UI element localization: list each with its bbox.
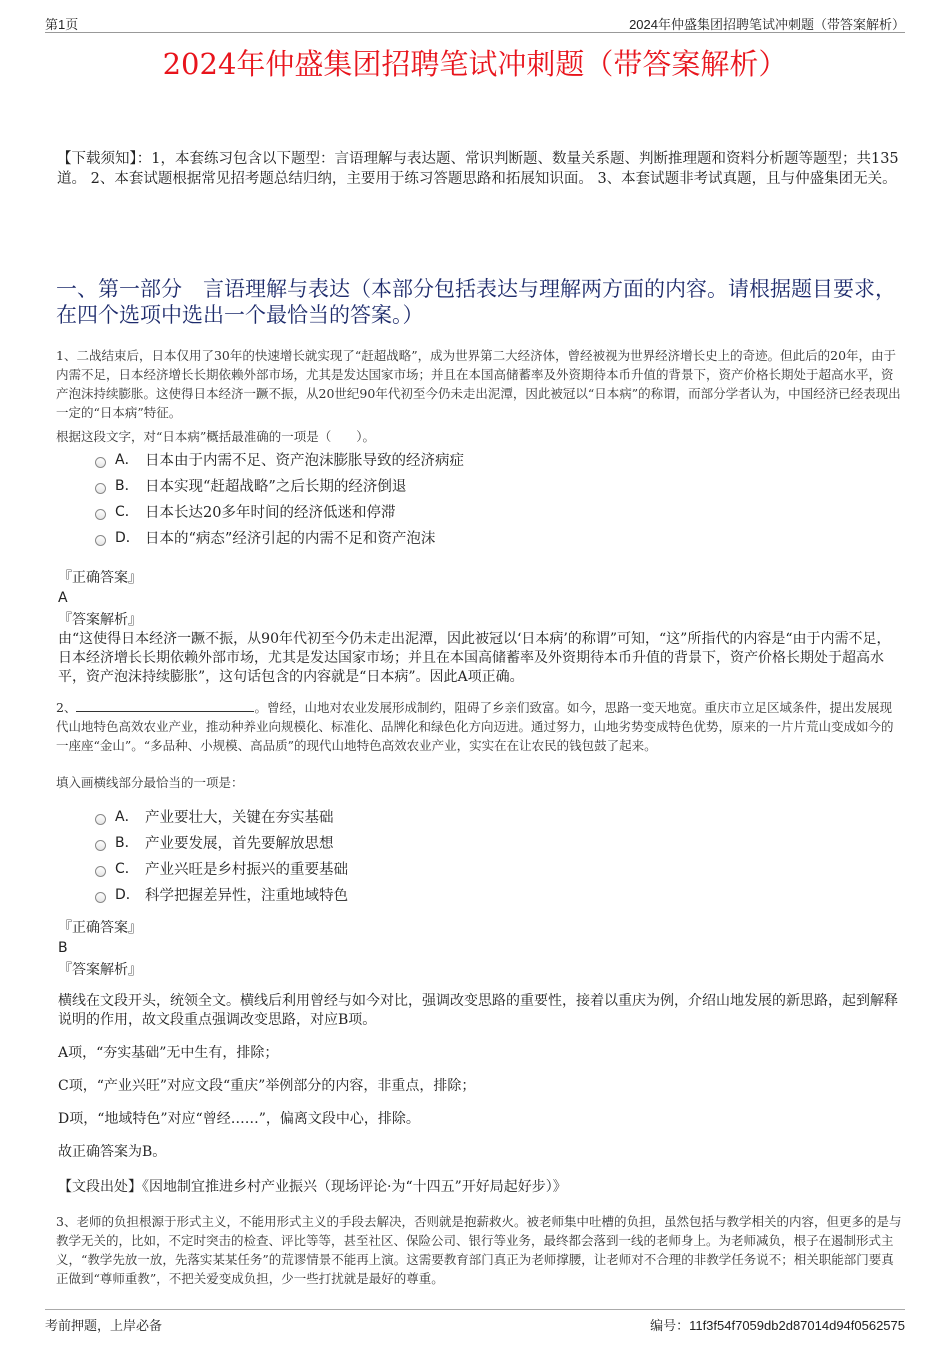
radio-icon[interactable]: [95, 840, 106, 851]
analysis-text: 横线在文段开头，统领全文。横线后利用曾经与如今对比，强调改变思路的重要性，接着以重庆为例，介绍山地发展的新思路，起到解释说明的作用，故文段重点强调改变思路，对应B项。: [58, 993, 898, 1028]
question-2-options: [95, 803, 348, 907]
question-1-answer-block: [58, 568, 902, 687]
question-2-option-d[interactable]: D． 科学把握差异性，注重地域特色: [95, 881, 348, 907]
question-2-option-b[interactable]: B． 产业要发展，首先要解放思想: [95, 829, 348, 855]
header-doc-title: 2024年仲盛集团招聘笔试冲刺题（带答案解析）: [629, 17, 905, 32]
correct-answer: B: [58, 940, 68, 956]
correct-answer-label: 『正确答案』: [58, 920, 142, 936]
question-2-prompt: 填入画横线部分最恰当的一项是：: [56, 775, 244, 790]
radio-icon[interactable]: [95, 483, 106, 494]
question-1-option-a[interactable]: A． 日本由于内需不足、资产泡沫膨胀导致的经济病症: [95, 446, 464, 472]
radio-icon[interactable]: [95, 457, 106, 468]
question-2-option-a[interactable]: A． 产业要壮大，关键在夯实基础: [95, 803, 348, 829]
download-notice: 【下载须知】：1，本套练习包含以下题型：言语理解与表达题、常识判断题、数量关系题、判断推理题和资料分析题等题型；共135道。 2、本套试题根据常见招考题总结归纳，主要用于练习答题思路和拓展知识面。 3、本套试题非考试真题，且与仲盛集团无关。: [57, 151, 899, 187]
page-number: 第1页: [45, 17, 79, 32]
correct-answer-label: 『正确答案』: [58, 570, 142, 586]
question-1-stem: 1、二战结束后，日本仅用了30年的快速增长就实现了“赶超战略”，成为世界第二大经济体，曾经被视为世界经济增长史上的奇迹。但此后的20年，由于内需不足，日本经济增长长期依赖外部市场，尤其是发达国家市场；并且在本国高储蓄率及外资期待本币升值的背景下，资产价格长期处于超高水平，资产泡沫持续膨胀。这使得日本经济一蹶不振，从20世纪90年代初至今仍未走出泥潭，因此被冠以“日本病”的称谓，而部分学者认为，中国经济已经表现出一定的“日本病”特征。: [56, 348, 901, 420]
radio-icon[interactable]: [95, 535, 106, 546]
question-2-option-c[interactable]: C． 产业兴旺是乡村振兴的重要基础: [95, 855, 348, 881]
elimination-c: C项，“产业兴旺”对应文段“重庆”举例部分的内容，非重点，排除；: [58, 1078, 476, 1094]
question-1-option-d[interactable]: D． 日本的“病态”经济引起的内需不足和资产泡沫: [95, 524, 464, 550]
elimination-a: A项，“夯实基础”无中生有，排除；: [58, 1045, 279, 1061]
source-citation: 【文段出处】《因地制宜推进乡村产业振兴（现场评论·为“十四五”开好局起好步）》: [58, 1179, 567, 1195]
correct-answer: A: [58, 590, 68, 606]
question-2-answer-block: [58, 918, 902, 1030]
radio-icon[interactable]: [95, 866, 106, 877]
footer-slogan: 考前押题，上岸必备: [45, 1318, 163, 1333]
document-title: 2024年仲盛集团招聘笔试冲刺题（带答案解析）: [162, 47, 788, 81]
analysis-label: 『答案解析』: [58, 612, 142, 628]
section-heading: 一、第一部分 言语理解与表达（本部分包括表达与理解两方面的内容。请根据题目要求，在四个选项中选出一个最恰当的答案。）: [56, 277, 896, 327]
question-1-options: [95, 446, 464, 550]
question-1-option-b[interactable]: B． 日本实现“赶超战略”之后长期的经济倒退: [95, 472, 464, 498]
question-1-prompt: 根据这段文字，对“日本病”概括最准确的一项是（ ）。: [56, 429, 376, 444]
footer-serial: 编号：11f3f54f7059db2d87014d94f0562575: [650, 1318, 905, 1333]
conclusion: 故正确答案为B。: [58, 1144, 167, 1160]
radio-icon[interactable]: [95, 892, 106, 903]
radio-icon[interactable]: [95, 509, 106, 520]
radio-icon[interactable]: [95, 814, 106, 825]
page-header: [45, 12, 905, 33]
question-3-stem: 3、老师的负担根源于形式主义，不能用形式主义的手段去解决，否则就是抱薪救火。被老师集中吐槽的负担，虽然包括与教学相关的内容，但更多的是与教学无关的，比如，不定时突击的检查、评比等等，甚至社区、保险公司、银行等业务，最终都会落到一线的老师身上。为老师减负，根子在遏制形式主义，“教学先放一放，先落实某某任务”的荒谬情景不能再上演。这需要教育部门真正为老师撑腰，让老师对不合理的非教学任务说不；相关职能部门要真正做到“尊师重教”，不把关爱变成负担，少一些打扰就是最好的尊重。: [56, 1214, 902, 1286]
fill-in-blank: [76, 699, 254, 712]
page-footer: [45, 1309, 905, 1340]
question-2-stem: 2、 。曾经，山地对农业发展形成制约，阻碍了乡亲们致富。如今，思路一变天地宽。重庆市立足区域条件，提出发展现代山地特色高效农业产业，推动种养业向规模化、标准化、品牌化和绿色化方向迈进。通过努力，山地劣势变成特色优势，原来的一片片荒山变成如今的一座座“金山”。“多品种、小规模、高品质”的现代山地特色高效农业产业，实实在在让农民的钱包鼓了起来。: [56, 700, 894, 753]
analysis-label: 『答案解析』: [58, 962, 142, 978]
analysis-text: 由“这使得日本经济一蹶不振，从90年代初至今仍未走出泥潭，因此被冠以‘日本病’的称谓”可知，“这”所指代的内容是“由于内需不足，日本经济增长长期依赖外部市场，尤其是发达国家市场；并且在本国高储蓄率及外资期待本币升值的背景下，资产价格长期处于超高水平，资产泡沫持续膨胀”，这句话包含的内容就是“日本病”。因此A项正确。: [58, 631, 891, 685]
elimination-d: D项，“地域特色”对应“曾经……”，偏离文段中心，排除。: [58, 1111, 420, 1127]
question-1-option-c[interactable]: C． 日本长达20多年时间的经济低迷和停滞: [95, 498, 464, 524]
